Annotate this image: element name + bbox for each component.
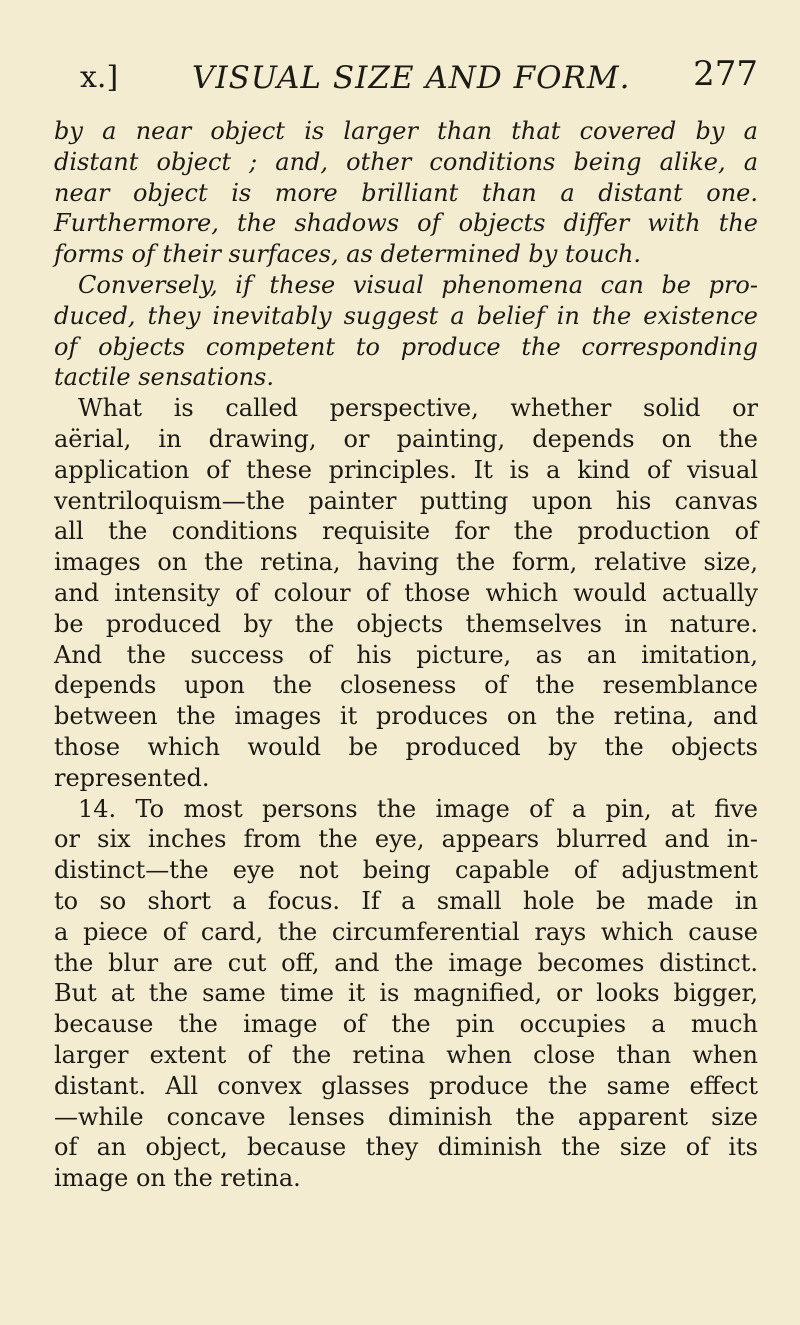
text-line: or six inches from the eye, appears blurred and in- bbox=[54, 825, 758, 854]
text-line: What is called perspective, whether solid or bbox=[78, 394, 758, 423]
text-line: aërial, in drawing, or painting, depends on the bbox=[54, 424, 758, 453]
text-line: near object is more brilliant than a distant one. bbox=[54, 178, 758, 207]
text-line: a piece of card, the circumferential rays which cause bbox=[54, 917, 758, 946]
text-line: tactile sensations. bbox=[54, 363, 274, 392]
text-line: of an object, because they diminish the size of its bbox=[54, 1133, 758, 1162]
chapter-marker: x.] bbox=[80, 60, 119, 95]
text-line: to so short a focus. If a small hole be made in bbox=[54, 886, 758, 915]
text-line: those which would be produced by the objects bbox=[54, 732, 758, 761]
text-line: And the success of his picture, as an imitation, bbox=[54, 640, 758, 669]
text-line: forms of their surfaces, as determined by touch. bbox=[54, 240, 642, 269]
text-line: all the conditions requisite for the production of bbox=[54, 517, 758, 546]
text-line: Conversely, if these visual phenomena can be pro- bbox=[78, 270, 758, 299]
text-line: Furthermore, the shadows of objects differ with the bbox=[54, 209, 758, 238]
text-line: application of these principles. It is a kind of visual bbox=[54, 455, 758, 484]
page-header bbox=[54, 54, 758, 98]
text-line: 14. To most persons the image of a pin, at five bbox=[78, 794, 758, 823]
text-line: be produced by the objects themselves in nature. bbox=[54, 609, 758, 638]
text-line: distant object ; and, other conditions being alike, a bbox=[54, 147, 758, 176]
text-line: duced, they inevitably suggest a belief in the existence bbox=[54, 301, 758, 330]
text-line: represented. bbox=[54, 763, 210, 792]
running-title: VISUAL SIZE AND FORM. bbox=[192, 60, 631, 96]
text-line: because the image of the pin occupies a much bbox=[54, 1010, 758, 1039]
text-line: depends upon the closeness of the resemblance bbox=[54, 671, 758, 700]
text-line: of objects competent to produce the corresponding bbox=[54, 332, 758, 361]
page-number: 277 bbox=[693, 54, 758, 94]
text-line: image on the retina. bbox=[54, 1164, 301, 1193]
text-line: —while concave lenses diminish the apparent size bbox=[54, 1102, 758, 1131]
body-text bbox=[54, 116, 758, 1194]
text-line: distinct—the eye not being capable of adjustment bbox=[54, 856, 758, 885]
text-line: images on the retina, having the form, relative size, bbox=[54, 548, 758, 577]
text-line: distant. All convex glasses produce the same effect bbox=[54, 1071, 758, 1100]
text-line: between the images it produces on the retina, and bbox=[54, 702, 758, 731]
text-line: ventriloquism—the painter putting upon his canvas bbox=[54, 486, 758, 515]
text-line: But at the same time it is magnified, or looks bigger, bbox=[54, 979, 758, 1008]
text-line: larger extent of the retina when close than when bbox=[54, 1040, 758, 1069]
text-line: by a near object is larger than that covered by a bbox=[54, 117, 758, 145]
text-line: the blur are cut off, and the image becomes distinct. bbox=[54, 948, 758, 977]
text-line: and intensity of colour of those which would actually bbox=[54, 578, 758, 607]
